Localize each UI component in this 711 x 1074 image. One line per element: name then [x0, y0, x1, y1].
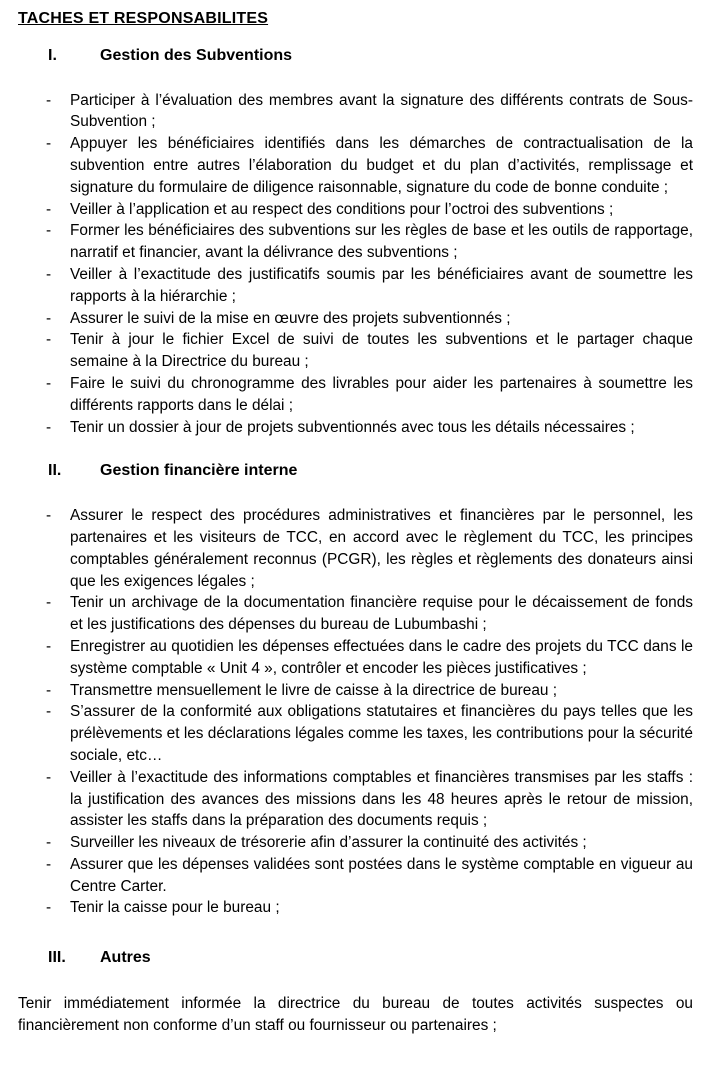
list-item: - Enregistrer au quotidien les dépenses effectuées dans le cadre des projets du TCC dans le système comptable « Unit 4 », contrôler et encoder les pièces justificatives ; [18, 636, 693, 680]
section-number: II. [48, 462, 62, 480]
list-item: - Assurer que les dépenses validées sont postées dans le système comptable en vigueur au Centre Carter. [18, 854, 693, 898]
list-item: - Faire le suivi du chronogramme des livrables pour aider les partenaires à soumettre les différents rapports dans le délai ; [18, 373, 693, 417]
list-item: - Tenir à jour le fichier Excel de suivi de toutes les subventions et le partager chaque semaine à la Directrice du bureau ; [18, 329, 693, 373]
closing-paragraph: Tenir immédiatement informée la directrice du bureau de toutes activités suspectes ou financièrement non conforme d’un staff ou fournisseur ou partenaires ; [18, 995, 693, 1034]
section-heading-autres [48, 947, 693, 969]
section-number: I. [48, 46, 57, 64]
list-item: - Assurer le suivi de la mise en œuvre des projets subventionnés ; [18, 308, 693, 330]
list-item: - Assurer le respect des procédures administratives et financières par le personnel, les partenaires et les visiteurs de TCC, en accord avec le règlement du TCC, les principes comptables généralement reconnus (PCGR), les règles et règlements des donateurs ainsi que les exigences légales ; [18, 505, 693, 592]
list-item: - S’assurer de la conformité aux obligations statutaires et financières du pays telles que les prélèvements et les déclarations légales comme les taxes, les contributions pour la sécurité sociale, etc… [18, 701, 693, 766]
section-title: Gestion financière interne [100, 462, 298, 480]
section-title: Gestion des Subventions [100, 46, 293, 64]
section-heading-gestion-subventions [48, 45, 693, 67]
list-item: - Transmettre mensuellement le livre de caisse à la directrice de bureau ; [18, 680, 693, 702]
list-item: - Veiller à l’exactitude des informations comptables et financières transmises par les staffs : la justification des avances des missions dans les 48 heures après le retour de mission, assister les staffs dans la préparation des documents requis ; [18, 767, 693, 832]
document-title: TACHES ET RESPONSABILITES [18, 10, 269, 27]
list-item: - Veiller à l’exactitude des justificatifs soumis par les bénéficiaires avant de soumettre les rapports à la hiérarchie ; [18, 264, 693, 308]
list-item: - Tenir la caisse pour le bureau ; [18, 897, 693, 919]
section-number: III. [48, 949, 66, 967]
list-item: - Surveiller les niveaux de trésorerie afin d’assurer la continuité des activités ; [18, 832, 693, 854]
document-page [18, 8, 693, 1037]
section-title: Autres [100, 949, 151, 967]
task-list-financiere [18, 505, 693, 919]
list-item: - Tenir un archivage de la documentation financière requise pour le décaissement de fonds et les justifications des dépenses du bureau de Lubumbashi ; [18, 592, 693, 636]
list-item: - Appuyer les bénéficiaires identifiés dans les démarches de contractualisation de la subvention entre autres l’élaboration du budget et du plan d’activités, remplissage et signature du formulaire de diligence raisonnable, signature du code de bonne conduite ; [18, 133, 693, 198]
list-item: - Tenir un dossier à jour de projets subventionnés avec tous les détails nécessaires ; [18, 417, 693, 439]
task-list-subventions [18, 90, 693, 439]
section-heading-gestion-financiere [48, 460, 693, 482]
list-item: - Former les bénéficiaires des subventions sur les règles de base et les outils de rapportage, narratif et financier, avant la délivrance des subventions ; [18, 220, 693, 264]
list-item: - Veiller à l’application et au respect des conditions pour l’octroi des subventions ; [18, 199, 693, 221]
list-item: - Participer à l’évaluation des membres avant la signature des différents contrats de Sous-Subvention ; [18, 90, 693, 134]
